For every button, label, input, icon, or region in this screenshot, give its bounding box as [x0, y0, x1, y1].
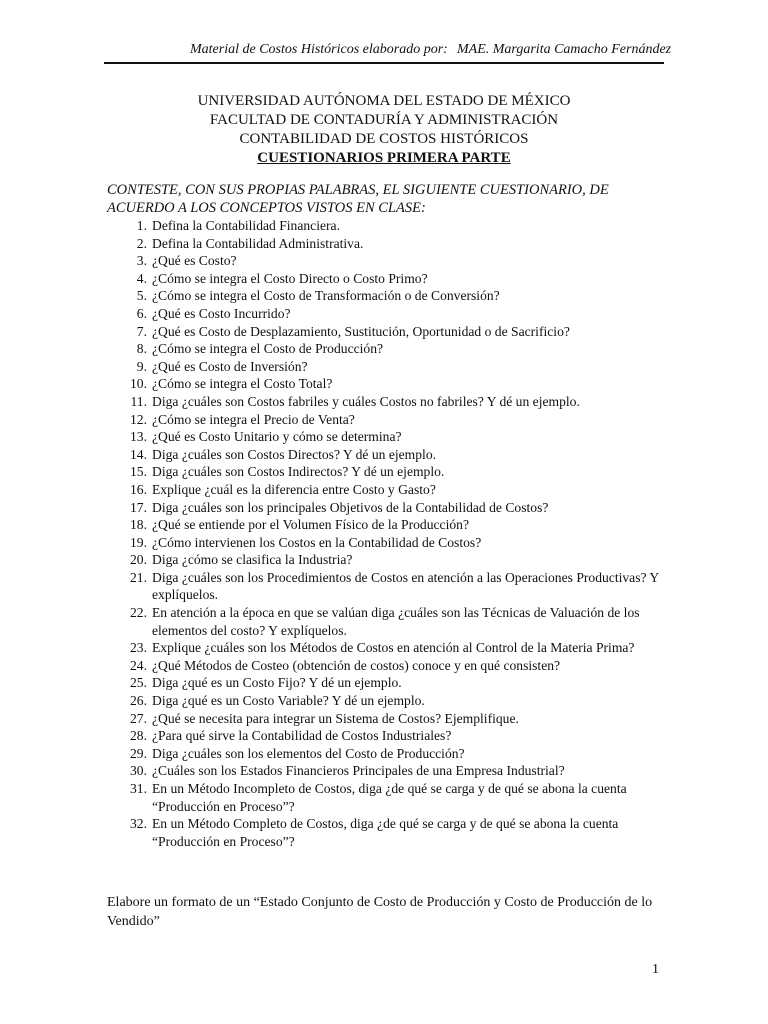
question-text: ¿Cómo se integra el Costo Total? — [152, 376, 333, 392]
questionnaire-title: CUESTIONARIOS PRIMERA PARTE — [257, 150, 511, 166]
question-number: 10. — [130, 376, 147, 392]
header-rule — [104, 62, 664, 64]
question-list — [107, 217, 667, 850]
list-item — [107, 235, 667, 253]
question-number: 22. — [130, 605, 147, 621]
question-text: Diga ¿cuáles son Costos fabriles y cuáles Costos no fabriles? Y dé un ejemplo. — [152, 393, 580, 409]
question-text: En un Método Incompleto de Costos, diga ¿de qué se carga y de qué se abona la cuenta “Producción en Proceso”? — [152, 781, 627, 814]
question-text: ¿Para qué sirve la Contabilidad de Costos Industriales? — [152, 728, 452, 744]
question-text: ¿Qué se necesita para integrar un Sistema de Costos? Ejemplifique. — [152, 710, 519, 726]
list-item — [107, 710, 667, 728]
question-number: 4. — [136, 270, 147, 286]
question-text: Diga ¿qué es un Costo Fijo? Y dé un ejemplo. — [152, 675, 402, 691]
list-item — [107, 428, 667, 446]
question-text: Explique ¿cuáles son los Métodos de Costos en atención al Control de la Materia Prima? — [152, 640, 635, 656]
question-number: 11. — [130, 393, 147, 409]
question-number: 21. — [130, 569, 147, 585]
question-number: 19. — [130, 534, 147, 550]
question-text: ¿Cómo se integra el Costo Directo o Costo Primo? — [152, 270, 428, 286]
question-number: 20. — [130, 552, 147, 568]
faculty-title: FACULTAD DE CONTADURÍA Y ADMINISTRACIÓN — [209, 112, 559, 128]
question-text: ¿Qué Métodos de Costeo (obtención de costos) conoce y en qué consisten? — [152, 657, 561, 673]
list-item — [107, 358, 667, 376]
document-title-block — [104, 92, 664, 168]
question-number: 5. — [136, 288, 147, 304]
list-item — [107, 551, 667, 569]
question-number: 7. — [136, 323, 147, 339]
list-item — [107, 270, 667, 288]
list-item — [107, 657, 667, 675]
question-text: ¿Qué se entiende por el Volumen Físico de la Producción? — [152, 517, 469, 533]
list-item — [107, 217, 667, 235]
question-number: 8. — [136, 341, 147, 357]
list-item — [107, 481, 667, 499]
question-text: ¿Qué es Costo Unitario y cómo se determina? — [152, 429, 402, 445]
question-text: Explique ¿cuál es la diferencia entre Costo y Gasto? — [152, 481, 436, 497]
question-text: ¿Qué es Costo de Desplazamiento, Sustitución, Oportunidad o de Sacrificio? — [152, 323, 570, 339]
list-item — [107, 375, 667, 393]
list-item — [107, 463, 667, 481]
question-text: Defina la Contabilidad Administrativa. — [152, 235, 364, 251]
question-number: 31. — [130, 781, 147, 796]
question-text: Diga ¿qué es un Costo Variable? Y dé un ejemplo. — [152, 693, 425, 709]
question-number: 3. — [136, 253, 147, 269]
question-text: ¿Cómo intervienen los Costos en la Contabilidad de Costos? — [152, 534, 482, 550]
list-item — [107, 287, 667, 305]
question-text: Defina la Contabilidad Financiera. — [152, 218, 340, 233]
question-number: 23. — [130, 640, 147, 656]
question-number: 29. — [130, 745, 147, 761]
question-number: 15. — [130, 464, 147, 480]
question-number: 28. — [130, 728, 147, 744]
question-text: ¿Cuáles son los Estados Financieros Principales de una Empresa Industrial? — [152, 763, 565, 779]
list-item — [107, 305, 667, 323]
question-text: Diga ¿cuáles son Costos Indirectos? Y dé un ejemplo. — [152, 464, 445, 480]
question-number: 30. — [130, 763, 147, 779]
list-item — [107, 639, 667, 657]
question-number: 9. — [136, 358, 147, 374]
question-number: 14. — [130, 446, 147, 462]
list-item — [107, 499, 667, 517]
header-author-name: MAE. Margarita Camacho Fernández — [457, 42, 672, 57]
list-item — [107, 340, 667, 358]
question-number: 25. — [130, 675, 147, 691]
question-number: 12. — [130, 411, 147, 427]
question-number: 1. — [136, 218, 147, 233]
question-text: En atención a la época en que se valúan diga ¿cuáles son las Técnicas de Valuación de los elementos del costo? Y explíquelos. — [152, 605, 640, 638]
page-number: 1 — [652, 962, 659, 977]
question-number: 24. — [130, 657, 147, 673]
instruction-text: CONTESTE, CON SUS PROPIAS PALABRAS, EL SIGUIENTE CUESTIONARIO, DE ACUERDO A LOS CONCEPTOS VISTOS EN CLASE: — [107, 182, 609, 216]
list-item — [107, 323, 667, 341]
list-item — [107, 446, 667, 464]
question-text: ¿Cómo se integra el Precio de Venta? — [152, 411, 355, 427]
list-item — [107, 569, 667, 604]
list-item — [107, 393, 667, 411]
question-text: Diga ¿cuáles son los principales Objetivos de la Contabilidad de Costos? — [152, 499, 549, 515]
question-number: 26. — [130, 693, 147, 709]
list-item — [107, 815, 667, 850]
list-item — [107, 780, 667, 815]
question-text: Diga ¿cómo se clasifica la Industria? — [152, 552, 353, 568]
list-item — [107, 762, 667, 780]
list-item — [107, 534, 667, 552]
list-item — [107, 411, 667, 429]
list-item — [107, 745, 667, 763]
list-item — [107, 674, 667, 692]
question-text: Diga ¿cuáles son Costos Directos? Y dé un ejemplo. — [152, 446, 437, 462]
question-text: ¿Qué es Costo Incurrido? — [152, 305, 291, 321]
header-author-label: Material de Costos Históricos elaborado por: — [190, 42, 448, 57]
list-item — [107, 252, 667, 270]
closing-instruction: Elabore un formato de un “Estado Conjunto de Costo de Producción y Costo de Producción de lo Vendido” — [107, 895, 653, 929]
question-text: Diga ¿cuáles son los elementos del Costo de Producción? — [152, 745, 465, 761]
question-text: ¿Qué es Costo? — [152, 253, 237, 269]
question-text: ¿Cómo se integra el Costo de Transformación o de Conversión? — [152, 288, 500, 304]
question-number: 2. — [136, 235, 147, 251]
question-number: 13. — [130, 429, 147, 445]
list-item — [107, 727, 667, 745]
question-text: Diga ¿cuáles son los Procedimientos de Costos en atención a las Operaciones Productivas? Y explíquelos. — [152, 569, 659, 603]
list-item — [107, 692, 667, 710]
list-item — [107, 516, 667, 534]
list-item — [107, 604, 667, 639]
question-text: ¿Cómo se integra el Costo de Producción? — [152, 341, 384, 357]
question-number: 27. — [130, 710, 147, 726]
question-number: 6. — [136, 305, 147, 321]
question-text: ¿Qué es Costo de Inversión? — [152, 358, 308, 374]
course-title: CONTABILIDAD DE COSTOS HISTÓRICOS — [239, 131, 529, 147]
question-number: 16. — [130, 481, 147, 497]
question-number: 17. — [130, 499, 147, 515]
question-text: En un Método Completo de Costos, diga ¿de qué se carga y de qué se abona la cuenta “Producción en Proceso”? — [152, 816, 619, 849]
question-number: 18. — [130, 517, 147, 533]
question-number: 32. — [130, 816, 147, 832]
university-title: UNIVERSIDAD AUTÓNOMA DEL ESTADO DE MÉXICO — [197, 93, 571, 109]
